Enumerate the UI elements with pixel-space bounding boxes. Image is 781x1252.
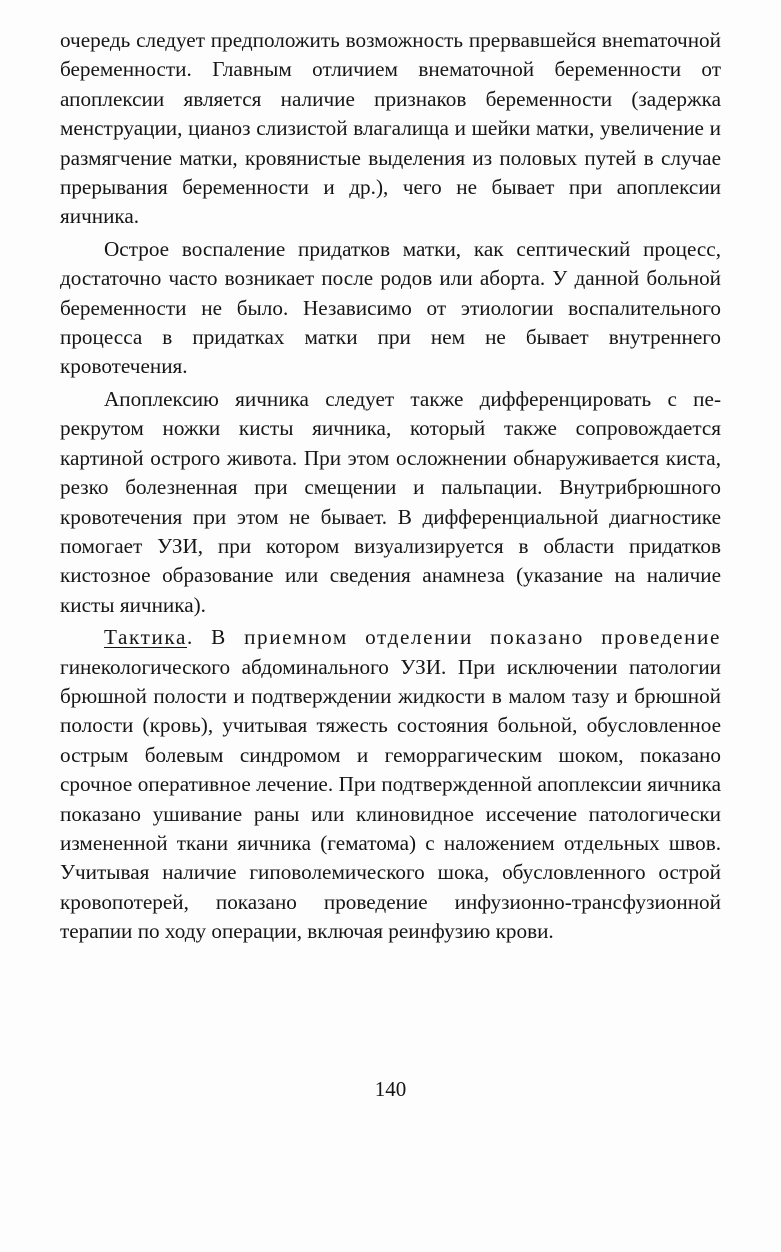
tactics-term: Тактика [104,625,188,650]
tactics-body: гинекологического абдоминального УЗИ. При исключении патологии брюшной полости и подтверждении жидкости в малом тазу и брюшной полости (кровь), учитывая тяжесть состояния больной, обусловленное острым болевым синдромом и геморрагическим шоком, показано срочное оперативное лечение. При подтвержденной апоплексии яичника показано ушивание раны или клиновидное иссечение патологически измененной ткани яичника (гематома) с наложением отдельных швов. Учитывая наличие гиповолемического шока, обусловленного острой кровопотерей, показано проведение инфузионно-трансфузионной терапии по ходу операции, включая реинфузию крови. [60,654,721,944]
tactics-lead: . В приемном отделении показано проведение [187,625,721,650]
paragraph-adnexitis: Острое воспаление придатков матки, как септический процесс, достаточно часто возникает после родов или аборта. У данной больной беременности не было. Независимо от этиологии воспалительного процесса в придатках матки при нем не бывает внутреннего кровотечения. [60,236,721,379]
paragraph-ectopic-pregnancy: очередь следует предположить возможность прервавшейся внеmаточной беременности. Главным отличием внематочной беременности от апоплексии является наличие признаков беременности (задержка менструации, цианоз слизистой влагалища и шейки матки, увеличение и размягчение матки, кровянистые выделения из половых путей в случае прерывания беременности и др.), чего не бывает при апоплексии яичника. [60,28,721,229]
page-number: 140 [374,1077,407,1101]
page-body-text [60,26,721,947]
paragraph-cyst-torsion: Апоплексию яичника следует также дифференцировать с перекрутом ножки кисты яичника, который также сопровождается картиной острого живота. При этом осложнении обнаруживается киста, резко болезненная при смещении и пальпации. Внутрибрюшного кровотечения при этом не бывает. В дифференциальной диагностике помогает УЗИ, при котором визуализируется в области придатков кистозное образование или сведения анамнеза (указание на наличие кисты яичника). [60,386,721,617]
paragraph-tactics [60,623,721,946]
